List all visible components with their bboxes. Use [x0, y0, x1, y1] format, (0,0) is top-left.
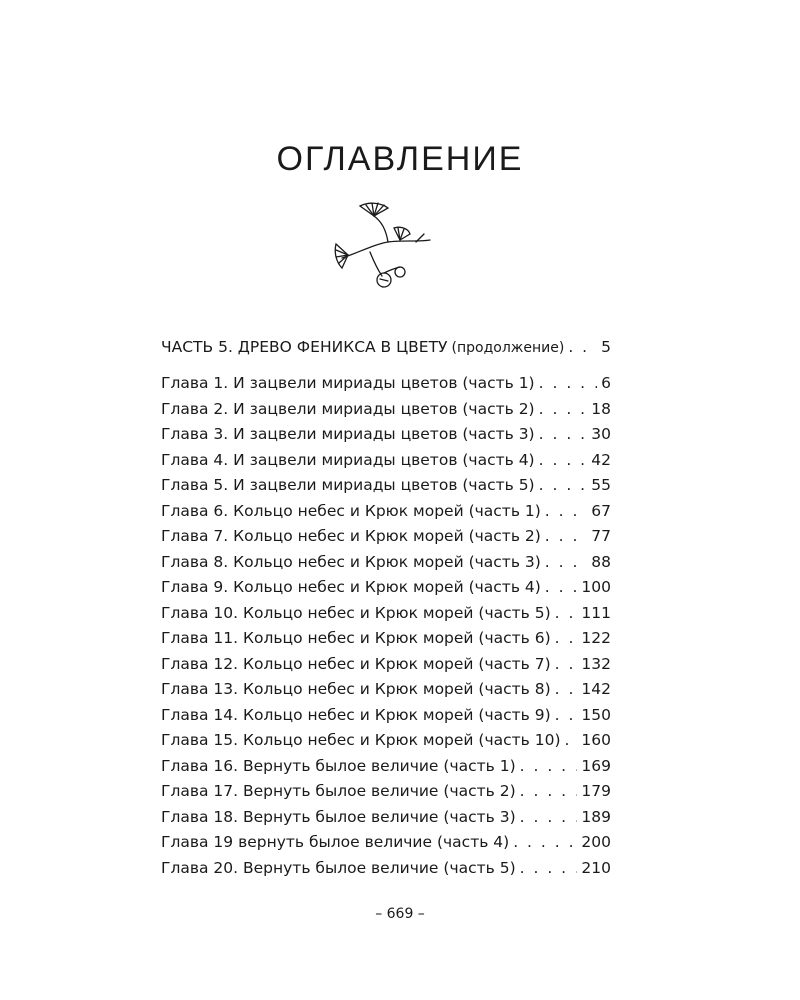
chapter-title: Глава 19 вернуть былое величие (часть 4): [161, 833, 510, 851]
toc-entry[interactable]: [161, 374, 611, 400]
leader-dots: [555, 706, 578, 724]
chapter-page-number: 77: [591, 527, 611, 545]
toc-entry[interactable]: [161, 578, 611, 604]
chapter-title: Глава 15. Кольцо небес и Крюк морей (часть 10): [161, 731, 561, 749]
part-page-number: 5: [601, 338, 611, 356]
chapter-title: Глава 16. Вернуть былое величие (часть 1): [161, 756, 516, 775]
page-title: ОГЛАВЛЕНИЕ: [276, 140, 524, 178]
chapter-title: Глава 11. Кольцо небес и Крюк морей (часть 6): [161, 629, 551, 647]
chapter-title: Глава 13. Кольцо небес и Крюк морей (часть 8): [161, 680, 551, 698]
leader-dots: [513, 833, 577, 851]
ginkgo-branch-icon: [330, 200, 440, 300]
chapter-page-number: 160: [581, 731, 611, 749]
toc-entry[interactable]: [161, 859, 611, 885]
chapter-page-number: 100: [581, 578, 611, 596]
toc-entry[interactable]: [161, 808, 611, 834]
leader-dots: [555, 604, 578, 622]
chapter-page-number: 6: [601, 374, 611, 392]
toc-entry[interactable]: [161, 604, 611, 630]
chapter-page-number: 210: [581, 858, 611, 877]
toc-entry[interactable]: [161, 400, 611, 426]
toc-entry[interactable]: [161, 502, 611, 528]
chapter-title: Глава 10. Кольцо небес и Крюк морей (часть 5): [161, 603, 551, 622]
leader-dots: [545, 502, 587, 520]
leader-dots: [565, 731, 578, 749]
chapter-title: Глава 1. И зацвели мириады цветов (часть 1): [161, 374, 535, 392]
toc-entry[interactable]: [161, 451, 611, 477]
chapter-title: Глава 2. И зацвели мириады цветов (часть 2): [161, 399, 535, 418]
leader-dots: [539, 400, 588, 418]
toc-entry[interactable]: [161, 476, 611, 502]
leader-dots: [555, 655, 578, 673]
part-title: ЧАСТЬ 5. ДРЕВО ФЕНИКСА В ЦВЕТУ: [161, 338, 448, 356]
chapter-title: Глава 12. Кольцо небес и Крюк морей (часть 7): [161, 654, 551, 673]
chapter-title: Глава 4. И зацвели мириады цветов (часть 4): [161, 450, 535, 469]
chapter-title: Глава 8. Кольцо небес и Крюк морей (часть 3): [161, 552, 541, 571]
chapter-page-number: 55: [591, 476, 611, 494]
chapter-page-number: 132: [581, 654, 611, 673]
toc-entry[interactable]: [161, 833, 611, 859]
chapter-title: Глава 18. Вернуть былое величие (часть 3): [161, 807, 516, 826]
toc-entry[interactable]: [161, 629, 611, 655]
chapter-page-number: 142: [581, 680, 611, 698]
toc-entry[interactable]: [161, 680, 611, 706]
toc-entry[interactable]: [161, 425, 611, 451]
chapter-title: Глава 17. Вернуть былое величие (часть 2): [161, 782, 516, 800]
leader-dots: [555, 680, 578, 698]
page-number-footer: – 669 –: [375, 906, 425, 922]
leader-dots: [545, 527, 587, 545]
part-heading[interactable]: [161, 338, 611, 362]
leader-dots: [520, 808, 578, 826]
leader-dots: [545, 553, 587, 571]
toc-entry[interactable]: [161, 731, 611, 757]
leader-dots: [539, 451, 588, 469]
toc-entry[interactable]: [161, 527, 611, 553]
chapter-title: Глава 6. Кольцо небес и Крюк морей (часть 1): [161, 501, 541, 520]
chapter-page-number: 169: [581, 756, 611, 775]
chapter-page-number: 30: [591, 425, 611, 443]
leader-dots: [520, 859, 578, 877]
leader-dots: [539, 476, 588, 494]
leader-dots: [520, 757, 578, 775]
leader-dots: [520, 782, 578, 800]
part-subtitle: (продолжение): [451, 340, 565, 356]
toc-entry[interactable]: [161, 757, 611, 783]
chapter-page-number: 111: [581, 603, 611, 622]
chapter-title: Глава 20. Вернуть былое величие (часть 5): [161, 858, 516, 877]
chapter-page-number: 42: [591, 450, 611, 469]
chapter-title: Глава 3. И зацвели мириады цветов (часть 3): [161, 425, 535, 443]
chapter-page-number: 88: [591, 552, 611, 571]
leader-dots: [568, 338, 597, 356]
toc-entry[interactable]: [161, 782, 611, 808]
chapter-title: Глава 7. Кольцо небес и Крюк морей (часть 2): [161, 527, 541, 545]
leader-dots: [539, 425, 588, 443]
leader-dots: [555, 629, 578, 647]
chapter-page-number: 67: [591, 501, 611, 520]
chapter-page-number: 189: [581, 807, 611, 826]
table-of-contents: [161, 374, 611, 884]
chapter-title: Глава 5. И зацвели мириады цветов (часть 5): [161, 476, 535, 494]
chapter-title: Глава 9. Кольцо небес и Крюк морей (часть 4): [161, 578, 541, 596]
chapter-page-number: 200: [581, 833, 611, 851]
chapter-page-number: 179: [581, 782, 611, 800]
chapter-page-number: 122: [581, 629, 611, 647]
chapter-page-number: 150: [581, 705, 611, 724]
chapter-page-number: 18: [591, 399, 611, 418]
toc-entry[interactable]: [161, 706, 611, 732]
toc-entry[interactable]: [161, 655, 611, 681]
leader-dots: [545, 578, 578, 596]
toc-entry[interactable]: [161, 553, 611, 579]
chapter-title: Глава 14. Кольцо небес и Крюк морей (часть 9): [161, 705, 551, 724]
leader-dots: [539, 374, 598, 392]
